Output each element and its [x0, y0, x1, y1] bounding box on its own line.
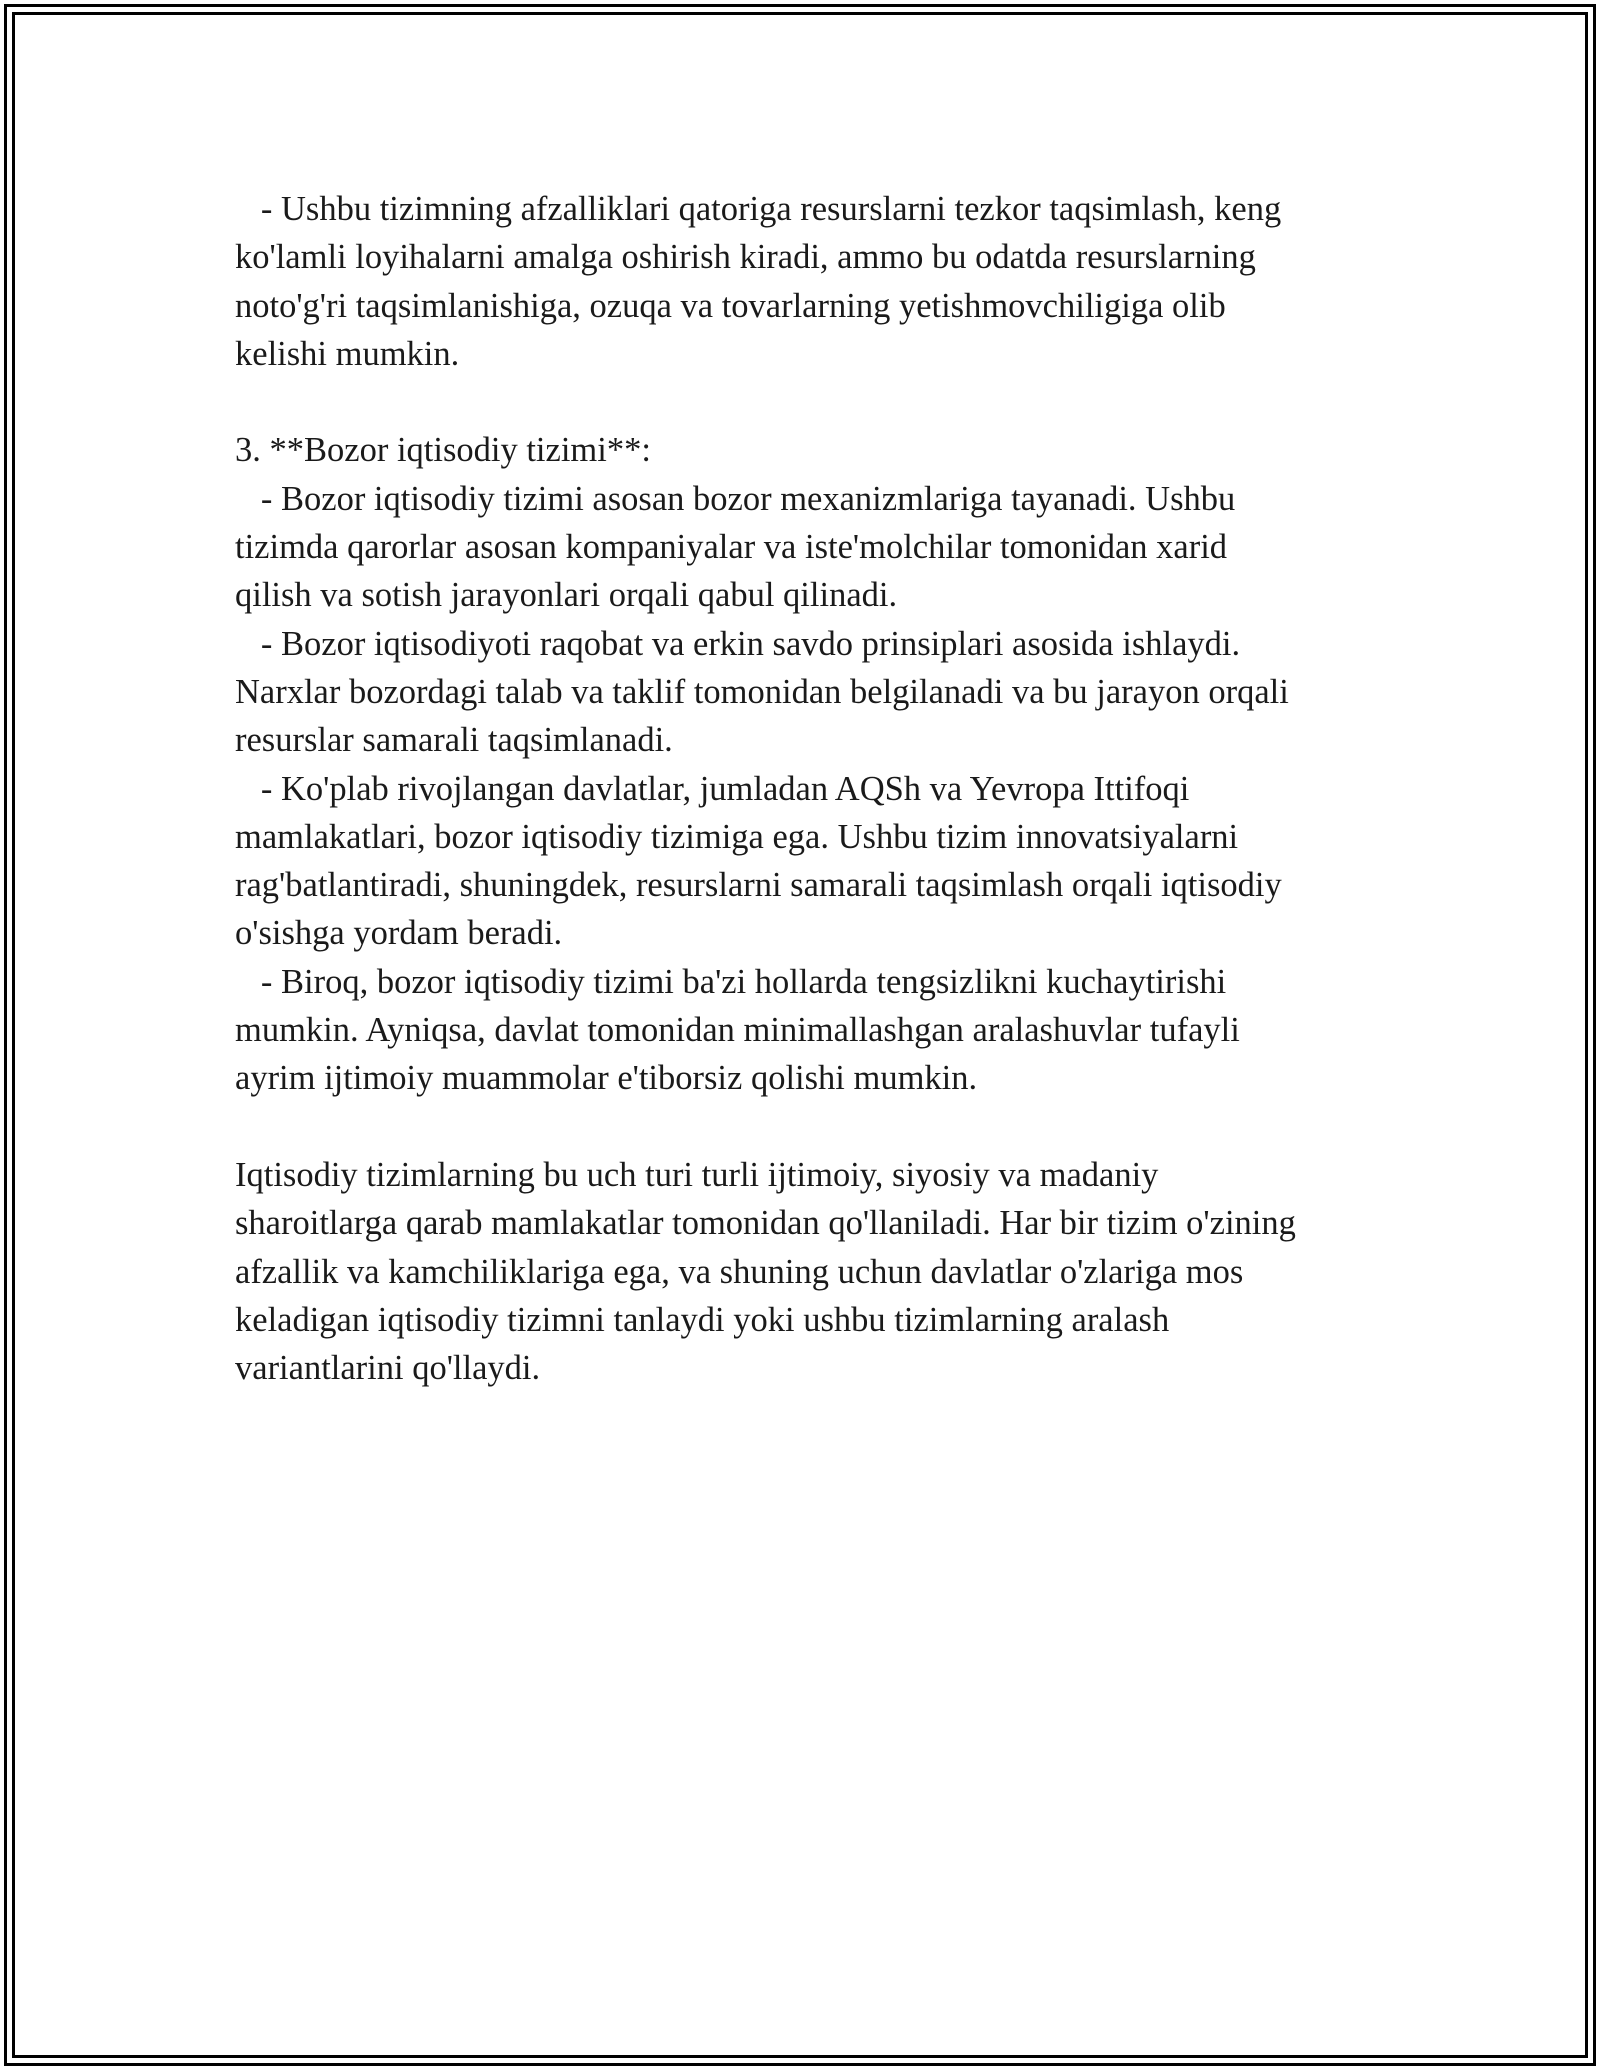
text-line: mumkin. Ayniqsa, davlat tomonidan minimallashgan aralashuvlar tufayli [235, 1011, 1240, 1050]
paragraph-spacer [235, 1103, 1400, 1151]
text-line: o'sishga yordam beradi. [235, 914, 563, 953]
text-line: afzallik va kamchiliklariga ega, va shuning uchun davlatlar o'zlariga mos [235, 1252, 1244, 1291]
paragraph-market-economy [235, 426, 1400, 1102]
text-line: Iqtisodiy tizimlarning bu uch turi turli ijtimoiy, siyosiy va madaniy [235, 1155, 1159, 1194]
text-line: - Biroq, bozor iqtisodiy tizimi ba'zi hollarda tengsizlikni kuchaytirishi [235, 962, 1227, 1001]
text-line: variantlarini qo'llaydi. [235, 1349, 541, 1388]
text-line: noto'g'ri taqsimlanishiga, ozuqa va tovarlarning yetishmovchiligiga olib [235, 286, 1226, 325]
text-line: Narxlar bozordagi talab va taklif tomonidan belgilanadi va bu jarayon orqali [235, 672, 1289, 711]
document-body [235, 185, 1400, 1392]
paragraph-conclusion [235, 1151, 1400, 1392]
paragraph-command-economy-advantages [235, 185, 1400, 378]
text-line: rag'batlantiradi, shuningdek, resurslarni samarali taqsimlash orqali iqtisodiy [235, 866, 1282, 905]
text-line: tizimda qarorlar asosan kompaniyalar va iste'molchilar tomonidan xarid [235, 528, 1228, 567]
text-line: - Ushbu tizimning afzalliklari qatoriga resurslarni tezkor taqsimlash, keng [235, 190, 1282, 228]
text-line: ayrim ijtimoiy muammolar e'tiborsiz qolishi mumkin. [235, 1059, 978, 1098]
text-line: resurslar samarali taqsimlanadi. [235, 721, 673, 760]
text-line: sharoitlarga qarab mamlakatlar tomonidan qo'llaniladi. Har bir tizim o'zining [235, 1204, 1296, 1243]
text-line: qilish va sotish jarayonlari orqali qabul qilinadi. [235, 576, 898, 615]
paragraph-spacer [235, 378, 1400, 426]
section-heading: 3. **Bozor iqtisodiy tizimi**: [235, 431, 651, 470]
text-line: ko'lamli loyihalarni amalga oshirish kiradi, ammo bu odatda resurslarning [235, 238, 1256, 277]
text-line: mamlakatlari, bozor iqtisodiy tizimiga ega. Ushbu tizim innovatsiyalarni [235, 817, 1239, 856]
text-line: - Bozor iqtisodiy tizimi asosan bozor mexanizmlariga tayanadi. Ushbu [235, 479, 1236, 518]
text-line: - Ko'plab rivojlangan davlatlar, jumladan AQSh va Yevropa Ittifoqi [235, 769, 1190, 808]
text-line: keladigan iqtisodiy tizimni tanlaydi yoki ushbu tizimlarning aralash [235, 1300, 1170, 1339]
text-line: kelishi mumkin. [235, 334, 460, 373]
text-line: - Bozor iqtisodiyoti raqobat va erkin savdo prinsiplari asosida ishlaydi. [235, 624, 1241, 663]
